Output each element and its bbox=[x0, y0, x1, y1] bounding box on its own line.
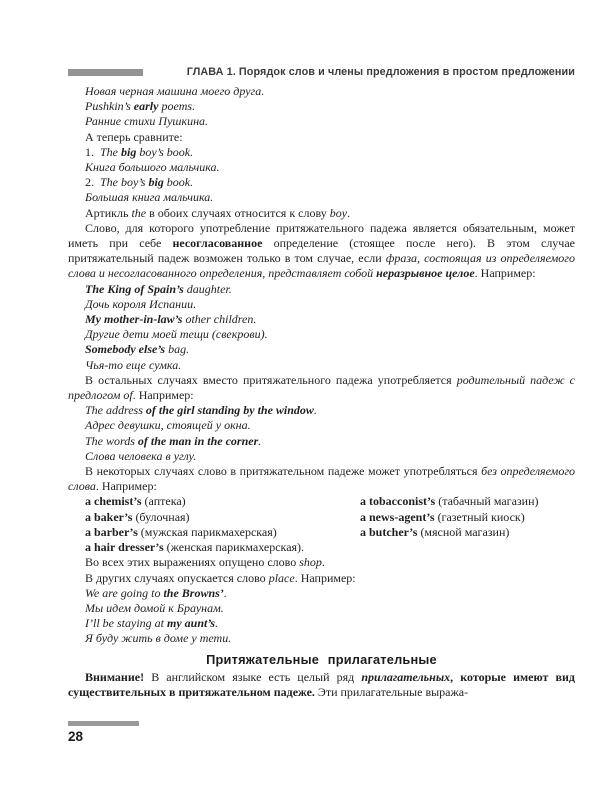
text-segment: Другие дети моей тещи (свекрови). bbox=[85, 327, 268, 342]
text-segment: a chemist’s bbox=[85, 494, 142, 509]
text-segment: Книга большого мальчика. bbox=[85, 160, 220, 175]
chapter-title: ГЛАВА 1. Порядок слов и члены предложения в простом предложении bbox=[186, 66, 575, 78]
column-row bbox=[68, 510, 575, 525]
text-line bbox=[68, 297, 575, 312]
text-segment: We are going to bbox=[85, 585, 164, 600]
text-segment: (мужская парикмахерская) bbox=[137, 524, 277, 539]
text-segment: Эти прилагательные выража- bbox=[314, 684, 469, 699]
text-segment: Внимание! bbox=[85, 669, 145, 684]
text-segment: Слова человека в углу. bbox=[85, 448, 197, 463]
text-line bbox=[68, 130, 575, 145]
text-segment: of the man in the corner bbox=[137, 433, 259, 448]
text-segment: a tobacconist’s bbox=[360, 494, 436, 509]
text-line bbox=[68, 358, 575, 373]
text-segment: The bbox=[100, 144, 121, 159]
text-segment: Слово, для которого употребление притяжательного падежа является обязательным, может иметь при себе bbox=[68, 220, 575, 251]
text-segment: В остальных случаях вместо притяжательного падежа употребляется bbox=[85, 372, 457, 387]
text-segment: родительный падеж с предлогом of bbox=[68, 372, 575, 403]
text-segment: фраза, состоящая из определяемого слова и несогласованного определения, представляет собой bbox=[68, 251, 575, 281]
column-cell-right bbox=[360, 494, 575, 509]
text-segment: big bbox=[121, 144, 137, 159]
text-line bbox=[68, 342, 575, 357]
text-segment: The address bbox=[85, 403, 146, 418]
text-segment: А теперь сравните: bbox=[85, 129, 183, 144]
text-segment: The boy’s bbox=[100, 175, 149, 190]
paragraph bbox=[68, 670, 575, 700]
text-segment: . Например: bbox=[474, 266, 536, 281]
column-row bbox=[68, 525, 575, 540]
text-line bbox=[68, 327, 575, 342]
text-segment: неразрывное целое bbox=[376, 266, 475, 281]
text-segment: , которые имеют вид существительных в притяжательном падеже. bbox=[68, 669, 575, 699]
text-line bbox=[68, 601, 575, 616]
column-row bbox=[68, 540, 575, 555]
text-segment: Адрес девушки, стоящей у окна. bbox=[85, 418, 251, 433]
text-segment: (аптека) bbox=[141, 494, 186, 509]
text-segment: Somebody else’s bbox=[85, 342, 166, 357]
text-segment: . bbox=[215, 616, 219, 631]
text-line bbox=[68, 206, 575, 221]
text-line bbox=[68, 449, 575, 464]
text-line bbox=[68, 616, 575, 631]
text-segment: В английском языке есть целый ряд bbox=[144, 669, 362, 684]
text-line bbox=[68, 403, 575, 418]
shop-examples-columns bbox=[68, 494, 575, 555]
text-segment: Pushkin’s bbox=[85, 99, 134, 114]
text-segment: . Например: bbox=[132, 388, 194, 403]
page-content bbox=[68, 84, 575, 700]
text-segment: Ранние стихи Пушкина. bbox=[85, 114, 209, 129]
text-segment: . bbox=[321, 555, 325, 570]
page-number: 28 bbox=[68, 729, 84, 744]
text-segment: . bbox=[347, 205, 351, 220]
text-line bbox=[68, 418, 575, 433]
text-segment: В некоторых случаях слово в притяжательном падеже может употребляться bbox=[85, 464, 482, 479]
chapter-header bbox=[68, 67, 575, 78]
text-line bbox=[68, 160, 575, 175]
text-segment: (булочная) bbox=[132, 509, 190, 524]
text-line bbox=[68, 312, 575, 327]
text-segment: прилагательных bbox=[361, 669, 451, 684]
text-segment: Артикль bbox=[85, 205, 132, 220]
text-line bbox=[68, 114, 575, 129]
text-segment: (газетный киоск) bbox=[434, 509, 525, 524]
text-line bbox=[68, 145, 575, 160]
column-cell-right bbox=[360, 540, 575, 555]
text-segment: . Например: bbox=[95, 479, 157, 494]
text-segment: shop bbox=[299, 555, 322, 570]
text-segment: 1. bbox=[85, 144, 100, 159]
text-segment: book. bbox=[163, 175, 194, 190]
column-cell-left bbox=[68, 494, 360, 509]
text-segment: несогласованное bbox=[172, 236, 263, 251]
column-cell-left bbox=[68, 525, 360, 540]
text-segment: a hair dresser’s bbox=[85, 540, 164, 555]
text-segment: a baker’s bbox=[85, 509, 133, 524]
text-segment: . bbox=[258, 433, 262, 448]
column-row bbox=[68, 494, 575, 509]
column-cell-right bbox=[360, 525, 575, 540]
column-cell-left bbox=[68, 510, 360, 525]
text-segment: big bbox=[148, 175, 164, 190]
text-segment: Большая книга мальчика. bbox=[85, 190, 214, 205]
paragraph bbox=[68, 464, 575, 494]
paragraph bbox=[68, 221, 575, 282]
text-segment: . bbox=[313, 403, 317, 418]
text-segment: The words bbox=[85, 433, 138, 448]
text-segment: place bbox=[268, 570, 295, 585]
text-segment: Чья-то еще сумка. bbox=[85, 357, 182, 372]
text-segment: (табачный магазин) bbox=[435, 494, 539, 509]
text-segment: в обоих случаях относится к слову bbox=[146, 205, 330, 220]
text-segment: Дочь короля Испании. bbox=[85, 296, 197, 311]
text-segment: My mother-in-law’s bbox=[85, 312, 183, 327]
text-segment: early bbox=[133, 99, 159, 114]
text-segment: Новая черная машина моего друга. bbox=[85, 84, 265, 98]
page-footer bbox=[68, 721, 139, 744]
text-segment: of the girl standing by the window bbox=[145, 403, 314, 418]
text-segment: (женская парикмахерская). bbox=[163, 540, 305, 555]
text-line bbox=[68, 175, 575, 190]
text-segment: определение (стоящее после него). В этом случае притяжательный падеж возможен только в том случае, если bbox=[68, 236, 575, 266]
text-segment: без определяемого слова bbox=[68, 464, 575, 494]
text-line bbox=[68, 631, 575, 646]
text-line bbox=[68, 84, 575, 99]
text-segment: a barber’s bbox=[85, 524, 138, 539]
text-line bbox=[68, 99, 575, 114]
text-segment: Мы идем домой к Браунам. bbox=[85, 600, 224, 615]
text-segment: other children. bbox=[182, 312, 257, 327]
text-segment: 2. bbox=[85, 175, 100, 190]
text-line bbox=[68, 190, 575, 205]
text-line bbox=[68, 555, 575, 570]
column-cell-left bbox=[68, 540, 360, 555]
text-line bbox=[68, 571, 575, 586]
text-segment: Я буду жить в доме у тети. bbox=[85, 631, 232, 646]
text-segment: . bbox=[223, 585, 227, 600]
text-segment: bag. bbox=[165, 342, 190, 357]
paragraph bbox=[68, 373, 575, 403]
text-segment: The King of Spain’s bbox=[85, 281, 184, 296]
text-segment: Во всех этих выражениях опущено слово bbox=[85, 555, 300, 570]
text-segment: daughter. bbox=[183, 281, 232, 296]
footer-bar bbox=[68, 721, 139, 726]
text-line bbox=[68, 282, 575, 297]
text-line bbox=[68, 434, 575, 449]
text-segment: boy bbox=[329, 205, 348, 220]
column-cell-right bbox=[360, 510, 575, 525]
text-segment: boy’s book. bbox=[136, 144, 194, 159]
text-segment: (мясной магазин) bbox=[417, 524, 510, 539]
text-segment: В других случаях опускается слово bbox=[85, 570, 269, 585]
text-segment: the bbox=[131, 205, 147, 220]
text-segment: . Например: bbox=[294, 570, 356, 585]
text-segment: the Browns’ bbox=[163, 585, 224, 600]
text-segment: my aunt’s bbox=[166, 616, 216, 631]
text-segment: I’ll be staying at bbox=[85, 616, 167, 631]
text-segment: a butcher’s bbox=[360, 524, 418, 539]
text-line bbox=[68, 586, 575, 601]
chapter-marker-bar bbox=[68, 69, 143, 76]
text-segment: poems. bbox=[158, 99, 196, 114]
text-segment: a news-agent’s bbox=[360, 509, 435, 524]
section-heading: Притяжательные прилагательные bbox=[206, 651, 437, 667]
